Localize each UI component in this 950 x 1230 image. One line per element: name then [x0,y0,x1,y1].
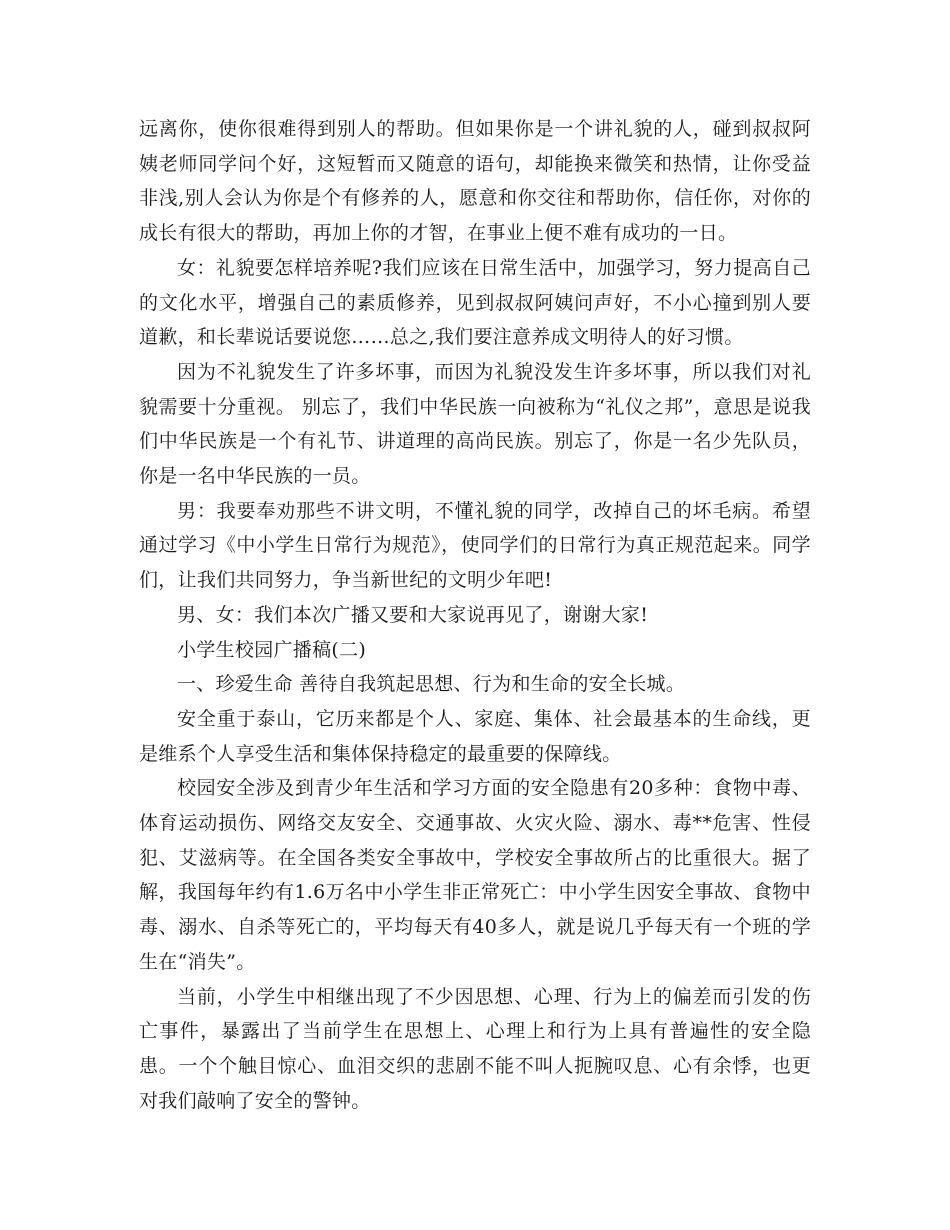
paragraph-1: 远离你，使你很难得到别人的帮助。但如果你是一个讲礼貌的人，碰到叔叔阿姨老师同学问个好，这短暂而又随意的语句，却能换来微笑和热情，让你受益非浅,别人会认为你是个有修养的人，愿意和你交往和帮助你，信任你，对你的成长有很大的帮助，再加上你的才智，在事业上便不难有成功的一日。 [139,118,811,245]
document-body [139,112,811,1118]
paragraph-10: 当前，小学生中相继出现了不少因思想、心理、行为上的偏差而引发的伤亡事件，暴露出了当前学生在思想上、心理上和行为上具有普遍性的安全隐患。一个个触目惊心、血泪交织的悲剧不能不叫人扼腕叹息、心有余悸，也更对我们敲响了安全的警钟。 [139,985,811,1112]
paragraph-2: 女：礼貌要怎样培养呢?我们应该在日常生活中，加强学习，努力提高自己的文化水平，增强自己的素质修养，见到叔叔阿姨问声好，不小心撞到别人要道歉，和长辈说话要说您……总之,我们要注意养成文明待人的好习惯。 [139,256,811,349]
section-title: 小学生校园广播稿(二) [177,638,367,661]
paragraph-9: 校园安全涉及到青少年生活和学习方面的安全隐患有20多种：食物中毒、体育运动损伤、网络交友安全、交通事故、火灾火险、溺水、毒**危害、性侵犯、艾滋病等。在全国各类安全事故中，学校安全事故所占的比重很大。据了解，我国每年约有1.6万名中小学生非正常死亡：中小学生因安全事故、食物中毒、溺水、自杀等死亡的，平均每天有40多人，就是说几乎每天有一个班的学生在“消失”。 [139,777,811,973]
section-heading: 一、珍爱生命 善待自我筑起思想、行为和生命的安全长城。 [177,673,686,696]
paragraph-5: 男、女：我们本次广播又要和大家说再见了，谢谢大家! [177,603,649,626]
paragraph-3: 因为不礼貌发生了许多坏事，而因为礼貌没发生许多坏事，所以我们对礼貌需要十分重视。 别忘了，我们中华民族一向被称为“礼仪之邦”，意思是说我们中华民族是一个有礼节、讲道理的高尚民族。别忘了，你是一名少先队员，你是一名中华民族的一员。 [139,360,811,488]
paragraph-4: 男：我要奉劝那些不讲文明，不懂礼貌的同学，改掉自己的坏毛病。希望通过学习《中小学生日常行为规范》，使同学们的日常行为真正规范起来。同学们，让我们共同努力，争当新世纪的文明少年吧! [139,499,811,592]
paragraph-8: 安全重于泰山，它历来都是个人、家庭、集体、社会最基本的生命线，更是维系个人享受生活和集体保持稳定的最重要的保障线。 [139,707,811,765]
